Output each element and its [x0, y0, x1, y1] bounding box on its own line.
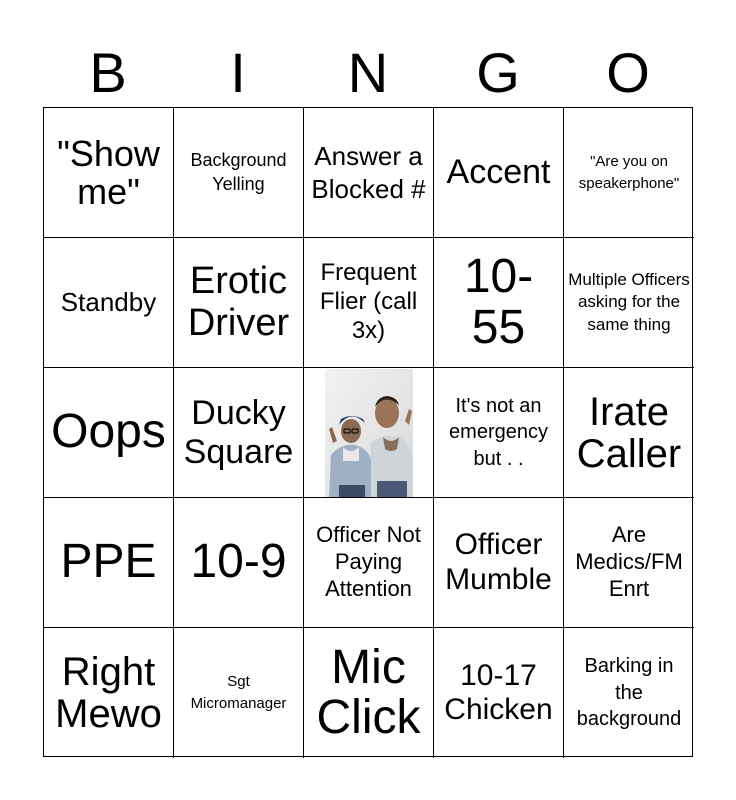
header-letter-o: O — [606, 41, 650, 104]
bingo-cell[interactable] — [44, 628, 174, 758]
cell-label: 10-17 Chicken — [444, 658, 553, 726]
bingo-cell[interactable] — [174, 498, 304, 628]
bingo-header — [43, 40, 693, 106]
cell-label: Answer a Blocked # — [311, 141, 426, 204]
bingo-cell[interactable] — [434, 628, 564, 758]
bingo-cell[interactable] — [174, 238, 304, 368]
bingo-cell[interactable] — [174, 108, 304, 238]
bingo-cell[interactable] — [564, 108, 694, 238]
free-space-cell[interactable] — [304, 368, 434, 498]
bingo-cell[interactable] — [44, 108, 174, 238]
bingo-cell[interactable] — [304, 498, 434, 628]
cell-label: Right Mewo — [55, 650, 162, 736]
bingo-cell[interactable] — [434, 368, 564, 498]
bingo-cell[interactable] — [44, 368, 174, 498]
bingo-cell[interactable] — [174, 628, 304, 758]
cell-label: 10-55 — [463, 250, 534, 354]
cell-label: Frequent Flier (call 3x) — [319, 259, 418, 344]
cell-label: Ducky Square — [183, 394, 294, 471]
cell-label: Oops — [51, 405, 166, 459]
header-letter-n: N — [347, 41, 389, 104]
bingo-cell[interactable] — [304, 238, 434, 368]
cell-label: Barking in the background — [576, 655, 682, 731]
cell-label: Background Yelling — [190, 150, 287, 194]
bingo-cell[interactable] — [564, 628, 694, 758]
cell-label: Standby — [60, 287, 157, 318]
header-letter-i: I — [230, 41, 246, 104]
cell-label: Irate Caller — [576, 389, 682, 476]
cell-label: It's not an emergency but . . — [449, 394, 548, 470]
cell-label: Erotic Driver — [187, 260, 290, 344]
cell-label: Mic Click — [316, 640, 421, 744]
bingo-cell[interactable] — [44, 498, 174, 628]
bingo-cell[interactable] — [304, 108, 434, 238]
bingo-cell[interactable] — [434, 238, 564, 368]
bingo-cell[interactable] — [304, 628, 434, 758]
cell-label: Accent — [446, 153, 551, 192]
bingo-card-grid — [43, 107, 693, 757]
bingo-cell[interactable] — [564, 238, 694, 368]
cell-label: Officer Not Paying Attention — [316, 522, 421, 601]
header-letter-b: B — [89, 41, 127, 104]
cell-label: 10-9 — [190, 535, 287, 589]
bingo-cell[interactable] — [174, 368, 304, 498]
bingo-cell[interactable] — [434, 108, 564, 238]
free-space-photo — [325, 369, 413, 497]
cell-label: "Show me" — [57, 132, 160, 212]
cell-label: Multiple Officers asking for the same thing — [568, 269, 690, 334]
cell-label: "Are you on speakerphone" — [578, 152, 680, 192]
cell-label: Are Medics/FM Enrt — [575, 522, 683, 601]
bingo-cell[interactable] — [564, 368, 694, 498]
cell-label: Officer Mumble — [445, 528, 552, 596]
cell-label: PPE — [60, 535, 157, 589]
header-letter-g: G — [476, 41, 520, 104]
bingo-cell[interactable] — [44, 238, 174, 368]
bingo-cell[interactable] — [564, 498, 694, 628]
cell-label: Sgt Micromanager — [190, 673, 287, 712]
bingo-cell[interactable] — [434, 498, 564, 628]
